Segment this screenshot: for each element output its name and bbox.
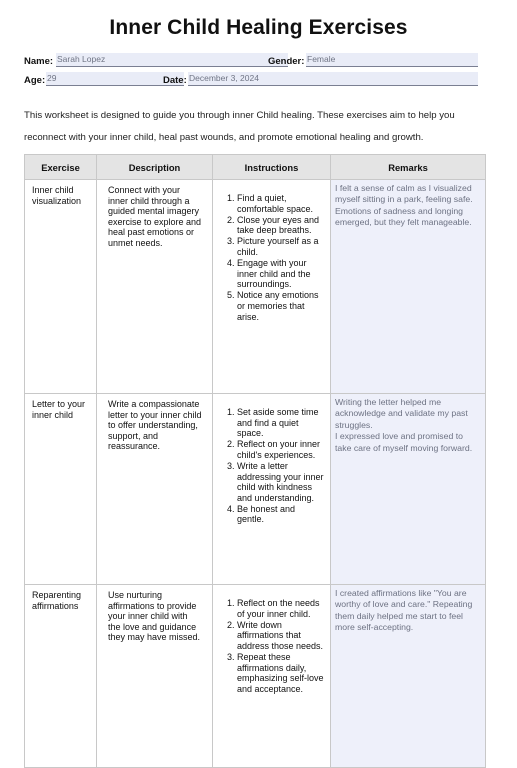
instructions-cell <box>213 394 331 585</box>
exercise-cell: Inner child visualization <box>25 180 97 394</box>
instructions-cell <box>213 180 331 394</box>
exercises-table <box>24 154 486 768</box>
instructions-list <box>215 598 324 694</box>
instruction-item: 1. Find a quiet, comfortable space. <box>237 193 324 214</box>
exercise-cell: Letter to your inner child <box>25 394 97 585</box>
instruction-item: 1. Reflect on the needs of your inner child. <box>237 598 324 619</box>
instructions-list <box>215 193 324 322</box>
instruction-item: 2. Write down affirmations that address those needs. <box>237 620 324 652</box>
gender-input[interactable]: Female <box>306 53 478 67</box>
header-instructions: Instructions <box>213 155 331 180</box>
remarks-cell[interactable] <box>331 394 486 585</box>
instructions-list <box>215 407 324 525</box>
date-input[interactable]: December 3, 2024 <box>188 72 478 86</box>
name-input[interactable]: Sarah Lopez <box>56 53 288 67</box>
date-label: Date: <box>163 75 187 86</box>
intro-text: This worksheet is designed to guide you through inner Child healing. These exercises aim to help you reconnect with your inner child, heal past wounds, and promote emotional healing and growth. <box>24 109 455 143</box>
age-label: Age: <box>24 75 46 86</box>
header-description: Description <box>97 155 213 180</box>
gender-field <box>268 53 478 68</box>
instruction-item: 3. Repeat these affirmations daily, emphasizing self-love and acceptance. <box>237 652 324 694</box>
page-title: Inner Child Healing Exercises <box>109 16 408 39</box>
exercise-cell: Reparenting affirmations <box>25 585 97 768</box>
instruction-item: 4. Engage with your inner child and the surroundings. <box>237 258 324 290</box>
description-cell: Write a compassionate letter to your inner child to offer understanding, support, and reassurance. <box>97 394 213 585</box>
age-field <box>24 72 160 87</box>
gender-label: Gender: <box>268 56 305 67</box>
instruction-item: 2. Close your eyes and take deep breaths. <box>237 215 324 236</box>
remarks-cell[interactable] <box>331 180 486 394</box>
remark-text: I created affirmations like "You are worthy of love and care." Repeating them daily helped me start to feel more self-accepting. <box>335 588 473 633</box>
header-exercise: Exercise <box>25 155 97 180</box>
instruction-item: 5. Notice any emotions or memories that arise. <box>237 290 324 322</box>
table-row <box>25 585 486 768</box>
name-field <box>24 53 264 68</box>
instruction-item: 4. Be honest and gentle. <box>237 504 324 525</box>
remark-text: I felt a sense of calm as I visualized myself sitting in a park, feeling safe. <box>335 183 473 205</box>
instruction-item: 2. Reflect on your inner child's experiences. <box>237 439 324 460</box>
instruction-item: 3. Write a letter addressing your inner child with kindness and understanding. <box>237 461 324 503</box>
instruction-item: 3. Picture yourself as a child. <box>237 236 324 257</box>
table-row <box>25 394 486 585</box>
instruction-item: 1. Set aside some time and find a quiet space. <box>237 407 324 439</box>
date-field <box>163 72 478 87</box>
description-cell: Use nurturing affirmations to provide your inner child with the love and guidance they may have missed. <box>97 585 213 768</box>
remark-text: Emotions of sadness and longing emerged, but they felt manageable. <box>335 205 472 228</box>
remark-text: Writing the letter helped me acknowledge and validate my past struggles. <box>335 397 468 430</box>
age-input[interactable]: 29 <box>46 72 184 86</box>
remark-text: I expressed love and promised to take care of myself moving forward. <box>335 431 473 453</box>
header-remarks: Remarks <box>331 155 486 180</box>
name-label: Name: <box>24 56 54 67</box>
table-row <box>25 180 486 394</box>
instructions-cell <box>213 585 331 768</box>
description-cell: Connect with your inner child through a guided mental imagery exercise to explore and heal past emotions or unmet needs. <box>97 180 213 394</box>
remarks-cell[interactable] <box>331 585 486 768</box>
